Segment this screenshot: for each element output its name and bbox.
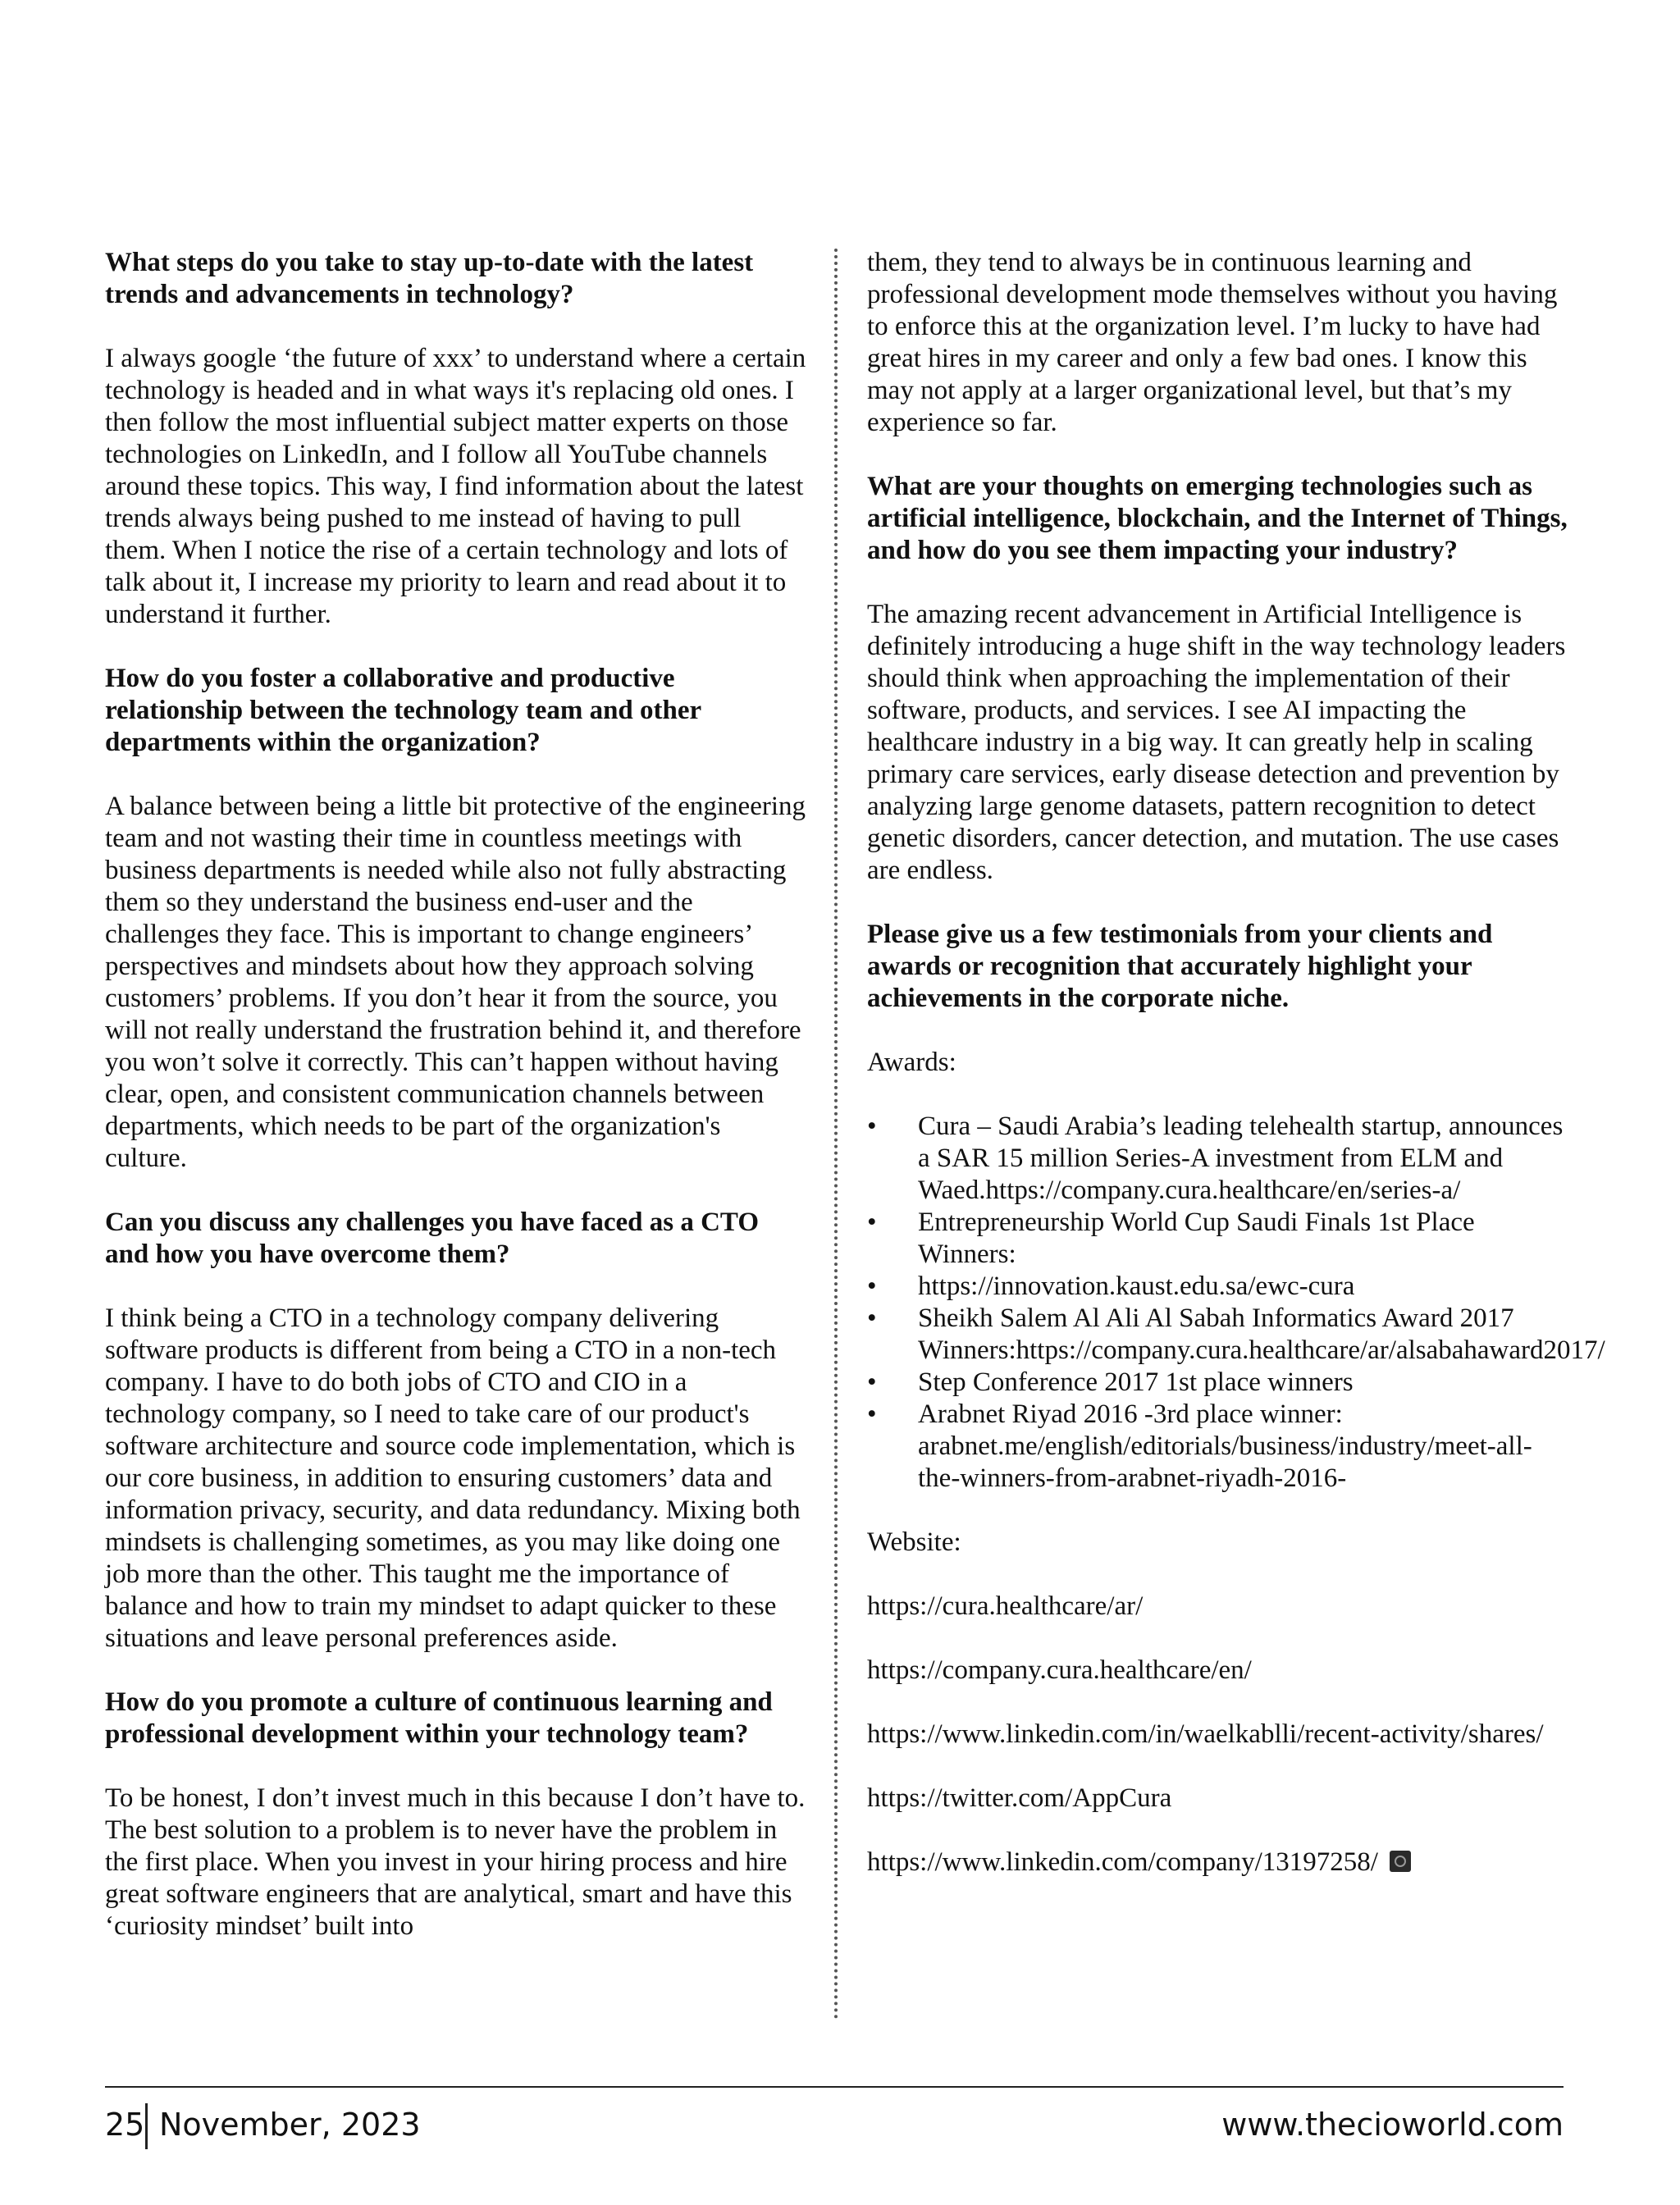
award-item — [867, 1207, 1568, 1271]
website-label: Website: — [867, 1527, 961, 1557]
website-link-twitter[interactable]: https://twitter.com/AppCura — [867, 1783, 1172, 1813]
award-link[interactable]: https://innovation.kaust.edu.sa/ewc-cura — [918, 1271, 1355, 1301]
question-testimonials: Please give us a few testimonials from your clients and awards or recognition that accurately highlight your achievements in the corporate niche. — [867, 920, 1493, 1013]
website-link-cura[interactable]: https://cura.healthcare/ar/ — [867, 1591, 1144, 1621]
footer-rule — [105, 2086, 1564, 2088]
left-column — [105, 247, 806, 1942]
answer-challenges: I think being a CTO in a technology company delivering software products is different from being a CTO in a non-tech company. I have to do both jobs of CTO and CIO in a technology company, so I need to take care of our product's software architecture and source code implementation, which is our core business, in addition to ensuring customers’ data and information privacy, security, and data redundancy. Mixing both mindsets is challenging sometimes, as you may like doing one job more than the other. This taught me the importance of balance and how to train my mindset to adapt quicker to these situations and leave personal preferences aside. — [105, 1303, 801, 1653]
answer-stay-up-to-date: I always google ‘the future of xxx’ to understand where a certain technology is headed and in what ways it's replacing old ones. I then follow the most influential subject matter experts on those technologies on LinkedIn, and I follow all YouTube channels around these topics. This way, I find information about the latest trends always being pushed to me instead of having to pull them. When I notice the rise of a certain technology and lots of talk about it, I increase my priority to learn and read about it to understand it further. — [105, 344, 806, 629]
end-of-article-icon — [1390, 1851, 1411, 1872]
website-link-linkedin-company[interactable]: https://www.linkedin.com/company/13197258/ — [867, 1847, 1378, 1877]
right-column — [867, 247, 1605, 1879]
award-text: Arabnet Riyad 2016 -3rd place winner: arabnet.me/english/editorials/business/industry/meet-all-the-winners-from-arabnet-riyadh-2016- — [918, 1399, 1532, 1493]
award-item — [867, 1271, 1568, 1303]
award-text: Sheikh Salem Al Ali Al Sabah Informatics Award 2017 Winners:https://company.cura.healthcare/ar/alsabahaward2017/ — [918, 1303, 1605, 1365]
bullet: • — [867, 1303, 877, 1333]
awards-list — [867, 1111, 1605, 1495]
column-divider — [834, 249, 838, 2020]
award-item — [867, 1303, 1605, 1367]
page-number: 25 — [105, 2107, 145, 2143]
bullet: • — [867, 1112, 877, 1141]
award-item — [867, 1111, 1568, 1207]
answer-continuous-learning-part1: To be honest, I don’t invest much in this because I don’t have to. The best solution to a problem is to never have the problem in the first place. When you invest in your hiring process and hire great software engineers that are analytical, smart and have this ‘curiosity mindset’ built into — [105, 1783, 806, 1941]
bullet: • — [867, 1271, 877, 1301]
question-challenges: Can you discuss any challenges you have faced as a CTO and how you have overcome them? — [105, 1208, 760, 1269]
awards-label: Awards: — [867, 1048, 956, 1077]
website-link-company[interactable]: https://company.cura.healthcare/en/ — [867, 1655, 1252, 1685]
issue-date: November, 2023 — [159, 2107, 421, 2143]
website-link-linkedin-profile[interactable]: https://www.linkedin.com/in/waelkablli/recent-activity/shares/ — [867, 1719, 1544, 1749]
bullet: • — [867, 1208, 877, 1237]
award-text: Step Conference 2017 1st place winners — [918, 1367, 1354, 1397]
award-text: Cura – Saudi Arabia’s leading telehealth startup, announces a SAR 15 million Series-A investment from ELM and Waed.https://company.cura.healthcare/en/series-a/ — [918, 1112, 1564, 1205]
footer-separator — [145, 2103, 148, 2149]
question-emerging-tech: What are your thoughts on emerging technologies such as artificial intelligence, blockchain, and the Internet of Things, and how do you see them impacting your industry? — [867, 472, 1568, 565]
answer-emerging-tech: The amazing recent advancement in Artificial Intelligence is definitely introducing a huge shift in the way technology leaders should think when approaching the implementation of their software, products, and services. I see AI impacting the healthcare industry in a big way. It can greatly help in scaling primary care services, early disease detection and prevention by analyzing large genome datasets, pattern recognition to detect genetic disorders, cancer detection, and mutation. The use cases are endless. — [867, 600, 1566, 885]
question-continuous-learning: How do you promote a culture of continuous learning and professional development within your technology team? — [105, 1687, 773, 1749]
answer-collaboration: A balance between being a little bit protective of the engineering team and not wasting their time in countless meetings with business departments is needed while also not fully abstracting them so they understand the business end-user and the challenges they face. This is important to change engineers’ perspectives and mindsets about how they approach solving customers’ problems. If you don’t hear it from the source, you will not really understand the frustration behind it, and therefore you won’t solve it correctly. This can’t happen without having clear, open, and consistent communication channels between departments, which needs to be part of the organization's culture. — [105, 792, 806, 1173]
website-link-linkedin-company-line — [867, 1847, 1568, 1879]
award-item — [867, 1367, 1568, 1399]
magazine-website[interactable]: www.thecioworld.com — [1221, 2107, 1564, 2143]
award-text: Entrepreneurship World Cup Saudi Finals 1st Place Winners: — [918, 1208, 1475, 1269]
award-item — [867, 1399, 1568, 1495]
bullet: • — [867, 1399, 877, 1429]
answer-continuous-learning-part2: them, they tend to always be in continuous learning and professional development mode themselves without you having to enforce this at the organization level. I’m lucky to have had great hires in my career and only a few bad ones. I know this may not apply at a larger organizational level, but that’s my experience so far. — [867, 248, 1558, 437]
question-stay-up-to-date: What steps do you take to stay up-to-date with the latest trends and advancements in technology? — [105, 248, 754, 309]
question-collaboration: How do you foster a collaborative and productive relationship between the technology team and other departments within the organization? — [105, 664, 701, 757]
bullet: • — [867, 1367, 877, 1397]
footer — [105, 2100, 1564, 2149]
